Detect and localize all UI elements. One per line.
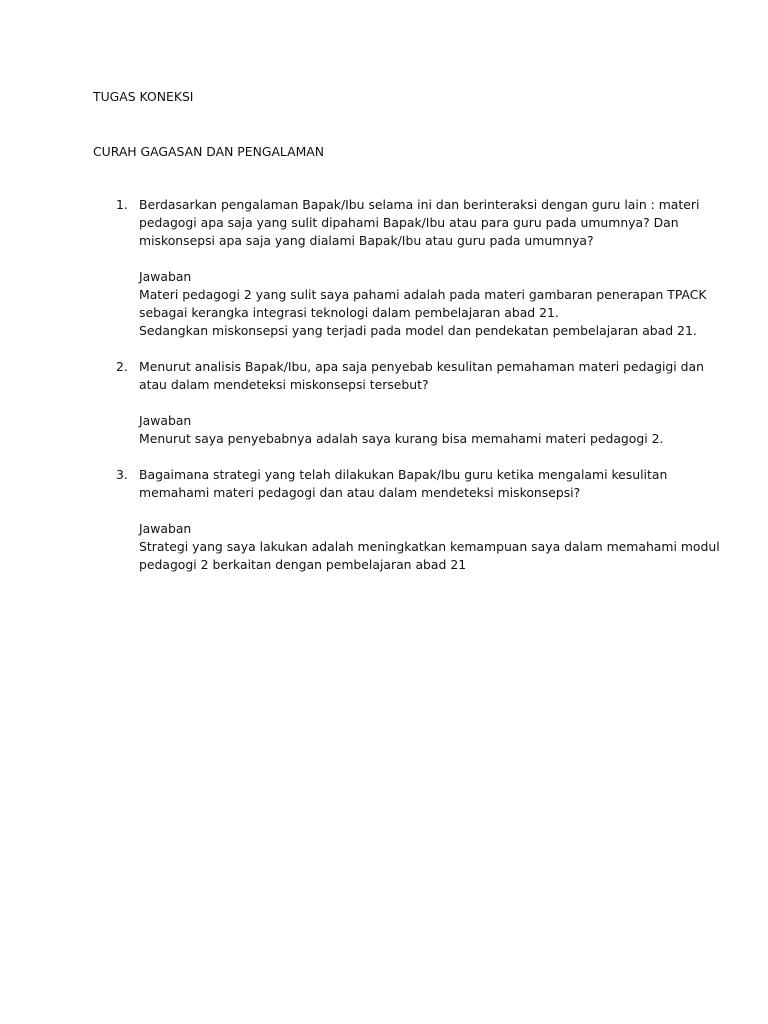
- answer-text-line: Strategi yang saya lakukan adalah meningkatkan kemampuan saya dalam memahami modul: [139, 539, 720, 554]
- answer-text-line: pedagogi 2 berkaitan dengan pembelajaran abad 21: [139, 557, 467, 572]
- question-text-line: pedagogi apa saja yang sulit dipahami Bapak/Ibu atau para guru pada umumnya? Dan: [139, 215, 679, 230]
- question-number: 1.: [116, 197, 128, 212]
- question-item-1: [93, 196, 707, 340]
- question-list: [93, 196, 720, 592]
- question-text-line: Bagaimana strategi yang telah dilakukan Bapak/Ibu guru ketika mengalami kesulitan: [139, 467, 668, 482]
- question-text-line: miskonsepsi apa saja yang dialami Bapak/Ibu atau guru pada umumnya?: [139, 233, 594, 248]
- question-text-line: Menurut analisis Bapak/Ibu, apa saja penyebab kesulitan pemahaman materi pedagigi dan: [139, 359, 704, 374]
- blank-line: [139, 394, 693, 412]
- answer-text-line: Materi pedagogi 2 yang sulit saya pahami adalah pada materi gambaran penerapan TPACK: [139, 287, 707, 302]
- answer-text-line: Menurut saya penyebabnya adalah saya kurang bisa memahami materi pedagogi 2.: [139, 431, 664, 446]
- question-item-2: [93, 358, 704, 448]
- question-item-3: [93, 466, 720, 574]
- question-text-line: memahami materi pedagogi dan atau dalam mendeteksi miskonsepsi?: [139, 485, 581, 500]
- question-text-line: atau dalam mendeteksi miskonsepsi tersebut?: [139, 377, 429, 392]
- question-number: 3.: [116, 467, 128, 482]
- answer-label: Jawaban: [139, 269, 192, 284]
- answer-label: Jawaban: [139, 413, 192, 428]
- answer-label: Jawaban: [139, 521, 192, 536]
- question-number: 2.: [116, 359, 128, 374]
- answer-text-line: Sedangkan miskonsepsi yang terjadi pada model dan pendekatan pembelajaran abad 21.: [139, 323, 697, 338]
- question-text-line: Berdasarkan pengalaman Bapak/Ibu selama ini dan berinteraksi dengan guru lain : materi: [139, 197, 700, 212]
- answer-text-line: sebagai kerangka integrasi teknologi dalam pembelajaran abad 21.: [139, 305, 559, 320]
- document-title: TUGAS KONEKSI: [93, 89, 194, 104]
- document-subtitle: CURAH GAGASAN DAN PENGALAMAN: [93, 144, 325, 159]
- blank-line: [139, 250, 693, 268]
- blank-line: [139, 502, 693, 520]
